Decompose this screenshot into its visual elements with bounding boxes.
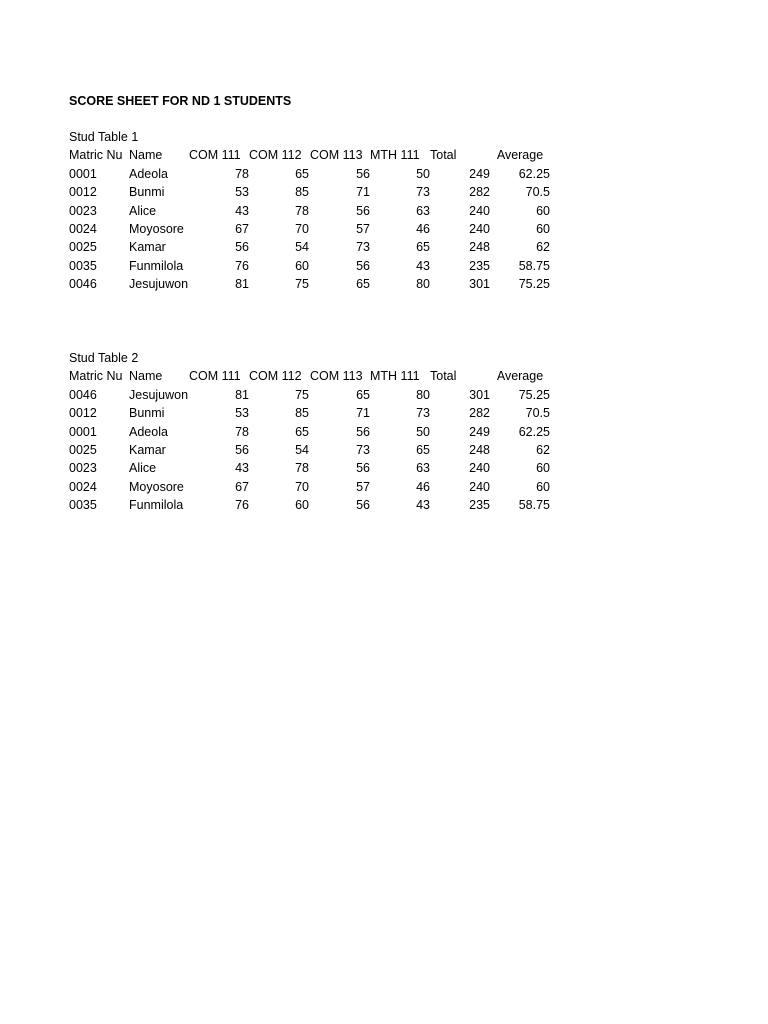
- sheet-title: SCORE SHEET FOR ND 1 STUDENTS: [69, 94, 292, 108]
- table-row: [69, 386, 550, 404]
- total-cell: 240: [469, 203, 490, 218]
- matric-cell: 0012: [69, 406, 97, 421]
- com113-cell: 57: [356, 479, 370, 494]
- com111-cell: 67: [235, 479, 249, 494]
- com112-cell: 65: [295, 424, 309, 439]
- com111-cell: 53: [235, 185, 249, 200]
- matric-cell: 0023: [69, 461, 97, 476]
- header-com112: COM 112: [249, 148, 302, 163]
- header-total: Total: [430, 148, 457, 163]
- name-cell: Alice: [129, 203, 157, 218]
- mth111-cell: 65: [416, 442, 430, 457]
- com111-cell: 56: [235, 442, 249, 457]
- header-row: [69, 146, 544, 164]
- table-caption: Stud Table 1: [69, 130, 139, 144]
- mth111-cell: 43: [416, 498, 430, 513]
- average-cell: 62.25: [518, 166, 550, 181]
- com112-cell: 78: [295, 461, 309, 476]
- com113-cell: 56: [356, 461, 370, 476]
- header-com111: COM 111: [189, 148, 241, 163]
- header-com113: COM 113: [310, 148, 363, 163]
- average-cell: 75.25: [518, 387, 550, 402]
- total-cell: 282: [469, 406, 490, 421]
- total-cell: 249: [469, 166, 490, 181]
- com112-cell: 65: [295, 166, 309, 181]
- header-row: [69, 367, 544, 385]
- average-cell: 60: [536, 479, 550, 494]
- average-cell: 58.75: [518, 498, 550, 513]
- average-cell: 60: [536, 203, 550, 218]
- mth111-cell: 63: [416, 203, 430, 218]
- com112-cell: 85: [295, 185, 309, 200]
- com111-cell: 53: [235, 406, 249, 421]
- name-cell: Jesujuwon: [129, 387, 189, 402]
- table-body: [69, 386, 550, 515]
- com111-cell: 81: [235, 277, 249, 292]
- table-row: [69, 459, 550, 477]
- average-cell: 62.25: [518, 424, 550, 439]
- mth111-cell: 46: [416, 479, 430, 494]
- com113-cell: 73: [356, 240, 370, 255]
- mth111-cell: 80: [416, 387, 430, 402]
- name-cell: Jesujuwon: [129, 277, 189, 292]
- name-cell: Kamar: [129, 442, 166, 457]
- name-cell: Alice: [129, 461, 157, 476]
- com111-cell: 76: [235, 258, 249, 273]
- total-cell: 282: [469, 185, 490, 200]
- com112-cell: 75: [295, 277, 309, 292]
- matric-cell: 0046: [69, 387, 97, 402]
- total-cell: 301: [469, 277, 490, 292]
- name-cell: Bunmi: [129, 185, 165, 200]
- com113-cell: 65: [356, 277, 370, 292]
- header-name: Name: [129, 148, 163, 163]
- total-cell: 235: [469, 498, 490, 513]
- com112-cell: 54: [295, 442, 309, 457]
- average-cell: 62: [536, 240, 550, 255]
- average-cell: 70.5: [525, 406, 550, 421]
- matric-cell: 0001: [69, 424, 97, 439]
- mth111-cell: 80: [416, 277, 430, 292]
- total-cell: 249: [469, 424, 490, 439]
- com113-cell: 56: [356, 166, 370, 181]
- total-cell: 301: [469, 387, 490, 402]
- matric-cell: 0035: [69, 258, 97, 273]
- total-cell: 240: [469, 221, 490, 236]
- matric-cell: 0035: [69, 498, 97, 513]
- com113-cell: 56: [356, 424, 370, 439]
- matric-cell: 0025: [69, 240, 97, 255]
- com112-cell: 60: [295, 498, 309, 513]
- average-cell: 60: [536, 461, 550, 476]
- matric-cell: 0001: [69, 166, 97, 181]
- stud-table-2: [69, 349, 550, 515]
- average-cell: 58.75: [518, 258, 550, 273]
- com111-cell: 81: [235, 387, 249, 402]
- name-cell: Kamar: [129, 240, 166, 255]
- header-matric: Matric Nu: [69, 369, 123, 384]
- header-total: Total: [430, 369, 457, 384]
- mth111-cell: 73: [416, 185, 430, 200]
- table-row: [69, 257, 550, 275]
- average-cell: 60: [536, 221, 550, 236]
- name-cell: Funmilola: [129, 498, 184, 513]
- name-cell: Adeola: [129, 424, 168, 439]
- table-row: [69, 496, 550, 514]
- name-cell: Bunmi: [129, 406, 165, 421]
- com112-cell: 70: [295, 221, 309, 236]
- name-cell: Funmilola: [129, 258, 184, 273]
- total-cell: 240: [469, 461, 490, 476]
- mth111-cell: 46: [416, 221, 430, 236]
- com111-cell: 78: [235, 424, 249, 439]
- com113-cell: 56: [356, 203, 370, 218]
- table-row: [69, 183, 550, 201]
- com113-cell: 65: [356, 387, 370, 402]
- table-row: [69, 441, 550, 459]
- table-row: [69, 238, 550, 256]
- com113-cell: 56: [356, 258, 370, 273]
- header-mth111: MTH 111: [370, 148, 420, 163]
- table-row: [69, 478, 550, 496]
- com111-cell: 43: [235, 461, 249, 476]
- table-row: [69, 202, 550, 220]
- table-row: [69, 275, 550, 293]
- average-cell: 70.5: [525, 185, 550, 200]
- table-body: [69, 165, 550, 294]
- total-cell: 248: [469, 442, 490, 457]
- matric-cell: 0024: [69, 221, 97, 236]
- com112-cell: 85: [295, 406, 309, 421]
- com113-cell: 71: [356, 185, 370, 200]
- header-mth111: MTH 111: [370, 369, 420, 384]
- total-cell: 248: [469, 240, 490, 255]
- com112-cell: 60: [295, 258, 309, 273]
- table-row: [69, 165, 550, 183]
- total-cell: 240: [469, 479, 490, 494]
- com113-cell: 73: [356, 442, 370, 457]
- matric-cell: 0023: [69, 203, 97, 218]
- name-cell: Adeola: [129, 166, 168, 181]
- average-cell: 62: [536, 442, 550, 457]
- header-com113: COM 113: [310, 369, 363, 384]
- com112-cell: 54: [295, 240, 309, 255]
- mth111-cell: 50: [416, 424, 430, 439]
- com112-cell: 78: [295, 203, 309, 218]
- mth111-cell: 63: [416, 461, 430, 476]
- stud-table-1: [69, 128, 550, 294]
- com111-cell: 43: [235, 203, 249, 218]
- mth111-cell: 50: [416, 166, 430, 181]
- com111-cell: 67: [235, 221, 249, 236]
- name-cell: Moyosore: [129, 221, 184, 236]
- header-matric: Matric Nu: [69, 148, 123, 163]
- header-com111: COM 111: [189, 369, 241, 384]
- mth111-cell: 65: [416, 240, 430, 255]
- com113-cell: 56: [356, 498, 370, 513]
- com112-cell: 70: [295, 479, 309, 494]
- header-name: Name: [129, 369, 163, 384]
- com113-cell: 57: [356, 221, 370, 236]
- table-caption: Stud Table 2: [69, 351, 139, 365]
- com112-cell: 75: [295, 387, 309, 402]
- total-cell: 235: [469, 258, 490, 273]
- matric-cell: 0046: [69, 277, 97, 292]
- com111-cell: 56: [235, 240, 249, 255]
- header-com112: COM 112: [249, 369, 302, 384]
- com111-cell: 76: [235, 498, 249, 513]
- header-average: Average: [496, 369, 544, 384]
- header-average: Average: [496, 148, 544, 163]
- mth111-cell: 43: [416, 258, 430, 273]
- mth111-cell: 73: [416, 406, 430, 421]
- table-row: [69, 220, 550, 238]
- average-cell: 75.25: [518, 277, 550, 292]
- matric-cell: 0025: [69, 442, 97, 457]
- table-row: [69, 404, 550, 422]
- matric-cell: 0012: [69, 185, 97, 200]
- name-cell: Moyosore: [129, 479, 184, 494]
- com111-cell: 78: [235, 166, 249, 181]
- table-row: [69, 423, 550, 441]
- com113-cell: 71: [356, 406, 370, 421]
- matric-cell: 0024: [69, 479, 97, 494]
